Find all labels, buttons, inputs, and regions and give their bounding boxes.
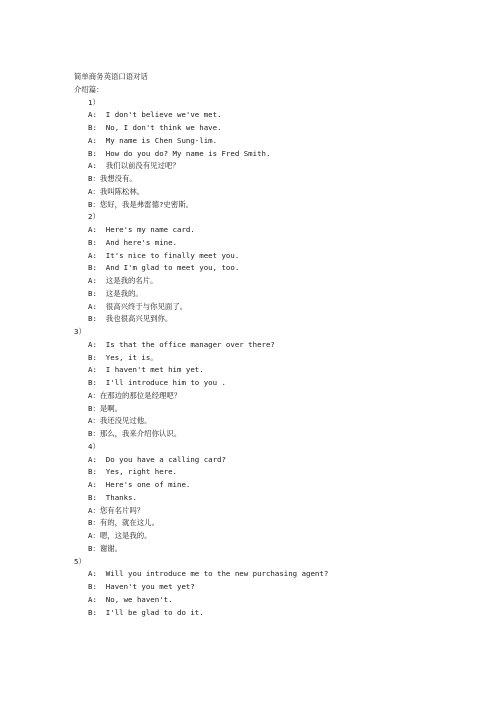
- dialogue-line: A: Is that the office manager over there?: [88, 339, 275, 349]
- dialogue-line: B: I'll be glad to do it.: [88, 607, 204, 617]
- dialogue-line: 4）: [88, 441, 100, 451]
- document-title: 简单商务英语口语对话: [74, 72, 148, 81]
- dialogue-line: 5）: [74, 556, 86, 566]
- dialogue-line: B: Yes, it is。: [88, 352, 158, 362]
- dialogue-line: A: My name is Chen Sung-lim.: [88, 135, 218, 145]
- dialogue-line: A: Will you introduce me to the new purchasing agent?: [88, 569, 329, 579]
- dialogue-line: B: No, I don't think we have.: [88, 123, 222, 132]
- dialogue-line: A: No, we haven't.: [88, 594, 173, 604]
- dialogue-line: A: 很高兴终于与你见面了。: [88, 301, 188, 311]
- dialogue-line: A: It's nice to finally meet you.: [88, 250, 240, 260]
- dialogue-line: B：谢谢。: [88, 543, 123, 553]
- dialogue-line: A: I haven't met him yet.: [88, 365, 204, 375]
- dialogue-line: A：我叫陈松林。: [88, 186, 145, 196]
- dialogue-line: A: Do you have a calling card?: [88, 454, 226, 464]
- dialogue-line: A：您有名片吗？: [88, 505, 145, 515]
- document-body: [74, 71, 474, 619]
- dialogue-line: A: Here's one of mine.: [88, 480, 191, 489]
- dialogue-line: B: 我也很高兴见到你。: [88, 314, 173, 324]
- dialogue-line: 2）: [88, 212, 100, 222]
- dialogue-line: B: Thanks.: [88, 492, 137, 502]
- dialogue-line: B：有的，就在这儿。: [88, 518, 159, 528]
- dialogue-line: 1）: [88, 97, 100, 107]
- dialogue-line: B：我想没有。: [88, 174, 137, 183]
- dialogue-line: B：您好，我是弗雷德?史密斯。: [88, 199, 193, 209]
- dialogue-line: 3）: [74, 327, 86, 336]
- dialogue-line: B：是啊。: [88, 403, 123, 413]
- dialogue-line: A: I don't believe we've met.: [88, 110, 222, 120]
- dialogue-line: B: Yes, right here.: [88, 467, 177, 477]
- dialogue-line: A: 这是我的名片。: [88, 276, 158, 285]
- dialogue-line: A：我还没见过他。: [88, 416, 152, 426]
- dialogue-lines: [74, 97, 474, 620]
- dialogue-line: B: Haven't you met yet?: [88, 582, 195, 591]
- dialogue-line: A：嗯，这是我的。: [88, 531, 152, 540]
- dialogue-line: B: How do you do? My name is Fred Smith.: [88, 148, 271, 158]
- dialogue-line: A: 我们以前没有见过吧？: [88, 161, 180, 171]
- dialogue-line: B: And here's mine.: [88, 237, 177, 247]
- dialogue-line: B: 这是我的。: [88, 288, 143, 298]
- dialogue-line: A：在那边的那位是经理吧？: [88, 390, 182, 400]
- dialogue-line: A: Here's my name card.: [88, 225, 195, 234]
- dialogue-line: B: I'll introduce him to you .: [88, 378, 226, 387]
- section-heading: 介绍篇：: [74, 84, 104, 94]
- dialogue-line: B: And I'm glad to meet you, too.: [88, 263, 240, 273]
- dialogue-line: B：那么，我来介绍你认识。: [88, 429, 182, 438]
